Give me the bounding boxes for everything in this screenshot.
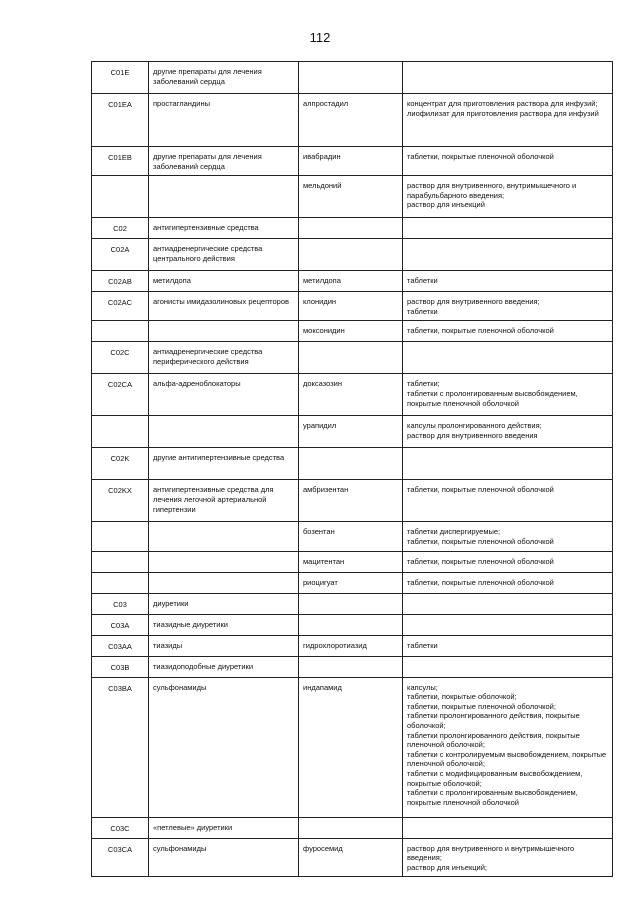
- group-name-cell: диуретики: [149, 593, 299, 614]
- page-number: 112: [309, 30, 331, 45]
- dosage-form-cell: [403, 239, 613, 271]
- drug-name-cell: бозентан: [299, 522, 403, 551]
- table-row: [92, 656, 613, 677]
- dosage-form-cell: таблетки, покрытые пленочной оболочкой: [403, 551, 613, 572]
- group-name-cell: другие препараты для лечения заболеваний сердца: [149, 147, 299, 176]
- table-row: [92, 480, 613, 522]
- table-row: [92, 416, 613, 448]
- table-row: [92, 635, 613, 656]
- drug-table-body: [92, 62, 613, 877]
- atc-code-cell: C03A: [92, 614, 149, 635]
- table-row: [92, 593, 613, 614]
- drug-name-cell: [299, 593, 403, 614]
- atc-code-cell: C02CA: [92, 374, 149, 416]
- group-name-cell: [149, 572, 299, 593]
- dosage-form-cell: таблетки; таблетки с пролонгированным высвобождением, покрытые пленочной оболочкой: [403, 374, 613, 416]
- table-row: [92, 94, 613, 147]
- dosage-form-cell: [403, 817, 613, 838]
- atc-code-cell: C03BA: [92, 677, 149, 817]
- atc-code-cell: C01E: [92, 62, 149, 94]
- drug-table: [91, 61, 613, 877]
- group-name-cell: антигипертензивные средства для лечения легочной артериальной гипертензии: [149, 480, 299, 522]
- table-row: [92, 218, 613, 239]
- atc-code-cell: [92, 522, 149, 551]
- atc-code-cell: C02A: [92, 239, 149, 271]
- dosage-form-cell: [403, 593, 613, 614]
- dosage-form-cell: [403, 342, 613, 374]
- atc-code-cell: [92, 572, 149, 593]
- group-name-cell: [149, 416, 299, 448]
- atc-code-cell: C01EB: [92, 147, 149, 176]
- group-name-cell: антигипертензивные средства: [149, 218, 299, 239]
- dosage-form-cell: таблетки диспергируемые; таблетки, покрытые пленочной оболочкой: [403, 522, 613, 551]
- atc-code-cell: C03CA: [92, 838, 149, 877]
- dosage-form-cell: таблетки, покрытые пленочной оболочкой: [403, 147, 613, 176]
- drug-name-cell: [299, 614, 403, 635]
- atc-code-cell: C02C: [92, 342, 149, 374]
- drug-name-cell: клонидин: [299, 292, 403, 321]
- table-row: [92, 176, 613, 218]
- drug-name-cell: [299, 817, 403, 838]
- drug-name-cell: [299, 62, 403, 94]
- dosage-form-cell: капсулы пролонгированного действия; раствор для внутривенного введения: [403, 416, 613, 448]
- table-row: [92, 271, 613, 292]
- atc-code-cell: [92, 321, 149, 342]
- atc-code-cell: [92, 551, 149, 572]
- group-name-cell: простагландины: [149, 94, 299, 147]
- table-row: [92, 614, 613, 635]
- drug-name-cell: риоцигуат: [299, 572, 403, 593]
- dosage-form-cell: таблетки: [403, 635, 613, 656]
- table-row: [92, 374, 613, 416]
- group-name-cell: тиазидные диуретики: [149, 614, 299, 635]
- atc-code-cell: C02AB: [92, 271, 149, 292]
- atc-code-cell: [92, 416, 149, 448]
- drug-name-cell: ивабрадин: [299, 147, 403, 176]
- group-name-cell: другие препараты для лечения заболеваний сердца: [149, 62, 299, 94]
- atc-code-cell: C03C: [92, 817, 149, 838]
- group-name-cell: [149, 522, 299, 551]
- drug-name-cell: [299, 239, 403, 271]
- table-row: [92, 838, 613, 877]
- dosage-form-cell: [403, 218, 613, 239]
- dosage-form-cell: раствор для внутривенного и внутримышечного введения; раствор для инъекций;: [403, 838, 613, 877]
- table-row: [92, 321, 613, 342]
- table-row: [92, 817, 613, 838]
- group-name-cell: [149, 321, 299, 342]
- drug-name-cell: урапидил: [299, 416, 403, 448]
- table-row: [92, 239, 613, 271]
- dosage-form-cell: [403, 62, 613, 94]
- dosage-form-cell: таблетки, покрытые пленочной оболочкой: [403, 321, 613, 342]
- table-row: [92, 342, 613, 374]
- drug-name-cell: [299, 218, 403, 239]
- drug-name-cell: моксонидин: [299, 321, 403, 342]
- dosage-form-cell: таблетки, покрытые пленочной оболочкой: [403, 480, 613, 522]
- table-row: [92, 448, 613, 480]
- dosage-form-cell: капсулы; таблетки, покрытые оболочкой; таблетки, покрытые пленочной оболочкой; таблетки пролонгированного действия, покрытые оболочкой; таблетки пролонгированного действия, покрытые пленочной оболочкой; таблетки с контролируемым высвобождением, покрытые пленочной оболочкой; таблетки с модифицированным высвобождением, покрытые оболочкой; таблетки с пролонгированным высвобождением, покрытые пленочной оболочкой: [403, 677, 613, 817]
- group-name-cell: метилдопа: [149, 271, 299, 292]
- dosage-form-cell: концентрат для приготовления раствора для инфузий; лиофилизат для приготовления раствора для инфузий: [403, 94, 613, 147]
- group-name-cell: антиадренергические средства периферического действия: [149, 342, 299, 374]
- drug-name-cell: амбризентан: [299, 480, 403, 522]
- atc-code-cell: C02: [92, 218, 149, 239]
- table-row: [92, 522, 613, 551]
- dosage-form-cell: [403, 656, 613, 677]
- table-row: [92, 551, 613, 572]
- table-row: [92, 62, 613, 94]
- group-name-cell: «петлевые» диуретики: [149, 817, 299, 838]
- atc-code-cell: [92, 176, 149, 218]
- table-row: [92, 572, 613, 593]
- drug-name-cell: [299, 448, 403, 480]
- group-name-cell: альфа-адреноблокаторы: [149, 374, 299, 416]
- atc-code-cell: C02KX: [92, 480, 149, 522]
- group-name-cell: агонисты имидазолиновых рецепторов: [149, 292, 299, 321]
- drug-name-cell: фуросемид: [299, 838, 403, 877]
- drug-name-cell: метилдопа: [299, 271, 403, 292]
- table-row: [92, 147, 613, 176]
- group-name-cell: антиадренергические средства центрального действия: [149, 239, 299, 271]
- group-name-cell: сульфонамиды: [149, 838, 299, 877]
- drug-name-cell: [299, 656, 403, 677]
- drug-name-cell: индапамид: [299, 677, 403, 817]
- drug-name-cell: мацитентан: [299, 551, 403, 572]
- drug-name-cell: гидрохлоротиазид: [299, 635, 403, 656]
- atc-code-cell: C03: [92, 593, 149, 614]
- dosage-form-cell: таблетки, покрытые пленочной оболочкой: [403, 572, 613, 593]
- atc-code-cell: C03AA: [92, 635, 149, 656]
- drug-name-cell: алпростадил: [299, 94, 403, 147]
- group-name-cell: тиазидоподобные диуретики: [149, 656, 299, 677]
- dosage-form-cell: раствор для внутривенного, внутримышечного и парабульбарного введения; раствор для инъекций: [403, 176, 613, 218]
- group-name-cell: другие антигипертензивные средства: [149, 448, 299, 480]
- dosage-form-cell: таблетки: [403, 271, 613, 292]
- table-row: [92, 292, 613, 321]
- drug-name-cell: мельдоний: [299, 176, 403, 218]
- atc-code-cell: C01EA: [92, 94, 149, 147]
- group-name-cell: [149, 176, 299, 218]
- dosage-form-cell: [403, 448, 613, 480]
- dosage-form-cell: раствор для внутривенного введения; таблетки: [403, 292, 613, 321]
- table-row: [92, 677, 613, 817]
- drug-name-cell: доксазозин: [299, 374, 403, 416]
- atc-code-cell: C02K: [92, 448, 149, 480]
- atc-code-cell: C03B: [92, 656, 149, 677]
- dosage-form-cell: [403, 614, 613, 635]
- group-name-cell: [149, 551, 299, 572]
- group-name-cell: сульфонамиды: [149, 677, 299, 817]
- group-name-cell: тиазиды: [149, 635, 299, 656]
- atc-code-cell: C02AC: [92, 292, 149, 321]
- drug-name-cell: [299, 342, 403, 374]
